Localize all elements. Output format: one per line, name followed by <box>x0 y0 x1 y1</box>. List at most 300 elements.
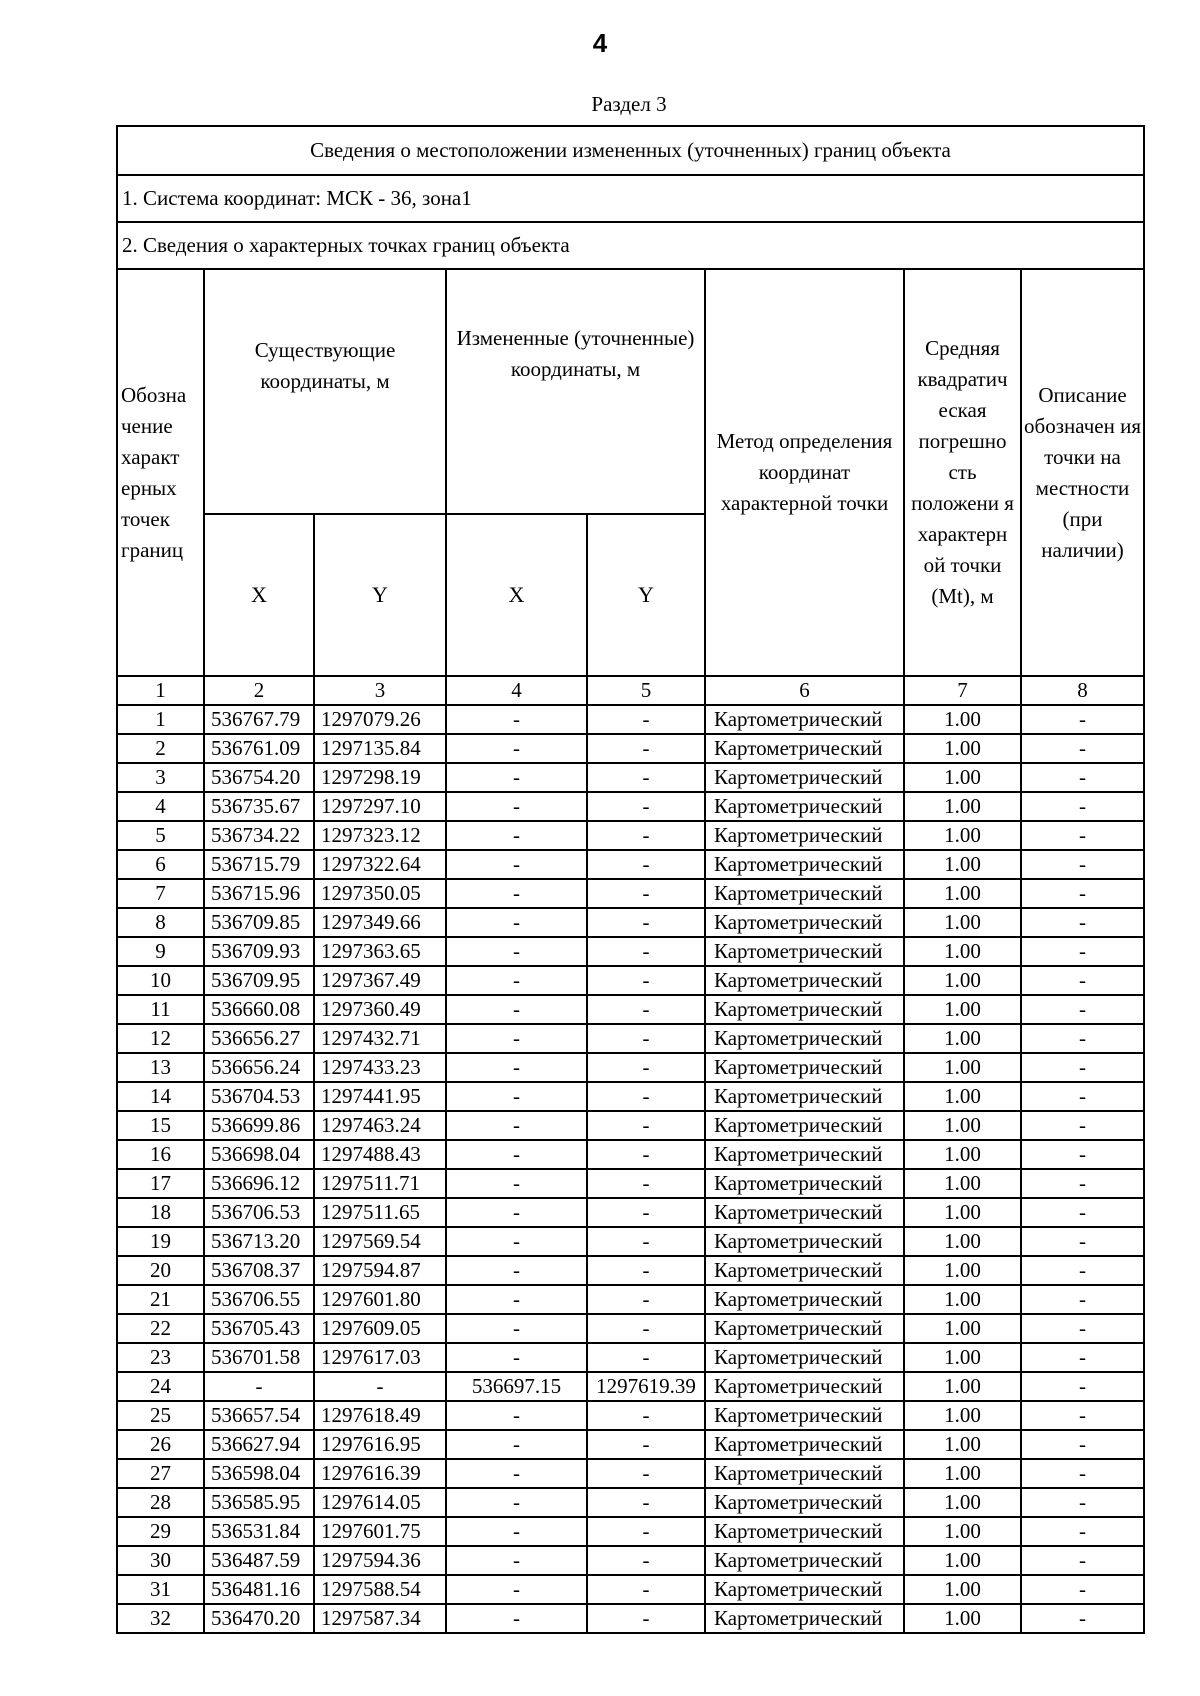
table-row <box>117 1227 1144 1256</box>
cell-point-number: 24 <box>117 1372 204 1401</box>
cell-existing-y: 1297079.26 <box>314 705 446 734</box>
table-row <box>117 1546 1144 1575</box>
table-row <box>117 1488 1144 1517</box>
cell-description: - <box>1021 821 1144 850</box>
cell-existing-y: 1297441.95 <box>314 1082 446 1111</box>
cell-changed-y: - <box>587 763 705 792</box>
cell-point-number: 7 <box>117 879 204 908</box>
table-row <box>117 1082 1144 1111</box>
table-row <box>117 1256 1144 1285</box>
table-row <box>117 966 1144 995</box>
cell-error-mt: 1.00 <box>904 1227 1021 1256</box>
cell-method: Картометрический <box>705 1053 904 1082</box>
cell-method: Картометрический <box>705 1256 904 1285</box>
cell-existing-x: 536713.20 <box>204 1227 314 1256</box>
cell-error-mt: 1.00 <box>904 1488 1021 1517</box>
cell-changed-x: - <box>446 1575 587 1604</box>
cell-changed-y: - <box>587 850 705 879</box>
table-row <box>117 1517 1144 1546</box>
cell-error-mt: 1.00 <box>904 734 1021 763</box>
cell-description: - <box>1021 966 1144 995</box>
cell-existing-y: 1297511.65 <box>314 1198 446 1227</box>
cell-existing-y: 1297433.23 <box>314 1053 446 1082</box>
cell-changed-y: - <box>587 937 705 966</box>
column-number: 6 <box>705 676 904 705</box>
cell-changed-x: - <box>446 1604 587 1633</box>
cell-existing-x: 536656.24 <box>204 1053 314 1082</box>
cell-changed-x: - <box>446 937 587 966</box>
cell-changed-x: - <box>446 734 587 763</box>
cell-existing-x: 536698.04 <box>204 1140 314 1169</box>
cell-changed-x: - <box>446 792 587 821</box>
cell-point-number: 8 <box>117 908 204 937</box>
header-changed-x: X <box>446 514 587 676</box>
cell-changed-y: - <box>587 1343 705 1372</box>
cell-existing-y: 1297463.24 <box>314 1111 446 1140</box>
cell-method: Картометрический <box>705 1401 904 1430</box>
cell-description: - <box>1021 1430 1144 1459</box>
cell-existing-y: 1297298.19 <box>314 763 446 792</box>
cell-point-number: 26 <box>117 1430 204 1459</box>
cell-point-number: 20 <box>117 1256 204 1285</box>
cell-point-number: 14 <box>117 1082 204 1111</box>
cell-existing-y: 1297609.05 <box>314 1314 446 1343</box>
cell-changed-x: - <box>446 1227 587 1256</box>
cell-error-mt: 1.00 <box>904 1430 1021 1459</box>
cell-point-number: 27 <box>117 1459 204 1488</box>
cell-description: - <box>1021 1459 1144 1488</box>
cell-point-number: 6 <box>117 850 204 879</box>
cell-changed-y: - <box>587 1314 705 1343</box>
header-existing-x: X <box>204 514 314 676</box>
cell-changed-x: - <box>446 995 587 1024</box>
cell-error-mt: 1.00 <box>904 1111 1021 1140</box>
cell-changed-y: - <box>587 1488 705 1517</box>
table-row <box>117 1343 1144 1372</box>
cell-changed-y: - <box>587 1575 705 1604</box>
cell-changed-x: - <box>446 1546 587 1575</box>
cell-existing-y: - <box>314 1372 446 1401</box>
column-number: 2 <box>204 676 314 705</box>
table-row <box>117 1604 1144 1633</box>
column-number: 5 <box>587 676 705 705</box>
cell-changed-x: - <box>446 1459 587 1488</box>
cell-error-mt: 1.00 <box>904 1546 1021 1575</box>
cell-point-number: 13 <box>117 1053 204 1082</box>
cell-changed-x: - <box>446 1517 587 1546</box>
cell-method: Картометрический <box>705 734 904 763</box>
header-changed-y: Y <box>587 514 705 676</box>
cell-changed-y: - <box>587 1169 705 1198</box>
cell-changed-y: - <box>587 966 705 995</box>
cell-description: - <box>1021 1082 1144 1111</box>
section-title: Раздел 3 <box>591 92 667 116</box>
cell-existing-x: 536767.79 <box>204 705 314 734</box>
cell-existing-x: 536660.08 <box>204 995 314 1024</box>
cell-existing-x: 536627.94 <box>204 1430 314 1459</box>
boundary-points-table <box>116 125 1145 1634</box>
cell-point-number: 19 <box>117 1227 204 1256</box>
cell-existing-y: 1297349.66 <box>314 908 446 937</box>
cell-existing-y: 1297587.34 <box>314 1604 446 1633</box>
cell-changed-x: - <box>446 1488 587 1517</box>
cell-error-mt: 1.00 <box>904 1053 1021 1082</box>
cell-point-number: 12 <box>117 1024 204 1053</box>
cell-method: Картометрический <box>705 1314 904 1343</box>
cell-point-number: 3 <box>117 763 204 792</box>
coordinate-system: 1. Система координат: МСК - 36, зона1 <box>117 175 1144 222</box>
cell-changed-y: - <box>587 1198 705 1227</box>
cell-method: Картометрический <box>705 1488 904 1517</box>
table-row <box>117 1459 1144 1488</box>
cell-existing-x: 536704.53 <box>204 1082 314 1111</box>
cell-method: Картометрический <box>705 1082 904 1111</box>
cell-point-number: 10 <box>117 966 204 995</box>
cell-description: - <box>1021 1285 1144 1314</box>
cell-method: Картометрический <box>705 1430 904 1459</box>
table-row <box>117 734 1144 763</box>
cell-error-mt: 1.00 <box>904 1401 1021 1430</box>
cell-point-number: 18 <box>117 1198 204 1227</box>
table-row <box>117 1372 1144 1401</box>
cell-point-number: 4 <box>117 792 204 821</box>
cell-error-mt: 1.00 <box>904 908 1021 937</box>
cell-changed-y: - <box>587 1053 705 1082</box>
cell-changed-y: - <box>587 1459 705 1488</box>
cell-existing-y: 1297367.49 <box>314 966 446 995</box>
cell-error-mt: 1.00 <box>904 1372 1021 1401</box>
header-point-designation: Обозна чение характ ерных точек границ <box>117 269 204 676</box>
cell-existing-x: - <box>204 1372 314 1401</box>
cell-changed-x: - <box>446 1430 587 1459</box>
points-section-title: 2. Сведения о характерных точках границ объекта <box>117 222 1144 269</box>
cell-existing-y: 1297135.84 <box>314 734 446 763</box>
table-row <box>117 1314 1144 1343</box>
cell-existing-x: 536657.54 <box>204 1401 314 1430</box>
cell-changed-x: - <box>446 1024 587 1053</box>
cell-changed-x: - <box>446 1401 587 1430</box>
table-row <box>117 1430 1144 1459</box>
header-method: Метод определения координат характерной точки <box>705 269 904 676</box>
cell-method: Картометрический <box>705 705 904 734</box>
cell-description: - <box>1021 705 1144 734</box>
cell-changed-x: - <box>446 908 587 937</box>
cell-error-mt: 1.00 <box>904 1140 1021 1169</box>
cell-description: - <box>1021 734 1144 763</box>
cell-point-number: 28 <box>117 1488 204 1517</box>
table-row <box>117 1198 1144 1227</box>
page-number: 4 <box>592 28 608 58</box>
cell-description: - <box>1021 1111 1144 1140</box>
cell-existing-x: 536734.22 <box>204 821 314 850</box>
cell-error-mt: 1.00 <box>904 792 1021 821</box>
cell-changed-x: - <box>446 1285 587 1314</box>
table-row <box>117 908 1144 937</box>
column-number: 4 <box>446 676 587 705</box>
cell-error-mt: 1.00 <box>904 821 1021 850</box>
cell-changed-y: - <box>587 1430 705 1459</box>
cell-existing-y: 1297297.10 <box>314 792 446 821</box>
cell-point-number: 23 <box>117 1343 204 1372</box>
cell-method: Картометрический <box>705 1111 904 1140</box>
cell-description: - <box>1021 908 1144 937</box>
cell-existing-y: 1297594.87 <box>314 1256 446 1285</box>
cell-method: Картометрический <box>705 1285 904 1314</box>
cell-method: Картометрический <box>705 763 904 792</box>
cell-error-mt: 1.00 <box>904 1459 1021 1488</box>
column-numbers-row <box>117 676 1144 705</box>
cell-changed-y: - <box>587 908 705 937</box>
cell-changed-x: - <box>446 1343 587 1372</box>
cell-changed-y: - <box>587 734 705 763</box>
cell-error-mt: 1.00 <box>904 850 1021 879</box>
cell-existing-y: 1297488.43 <box>314 1140 446 1169</box>
cell-description: - <box>1021 1024 1144 1053</box>
cell-error-mt: 1.00 <box>904 763 1021 792</box>
table-row <box>117 792 1144 821</box>
cell-description: - <box>1021 1343 1144 1372</box>
cell-point-number: 16 <box>117 1140 204 1169</box>
table-row <box>117 1575 1144 1604</box>
cell-error-mt: 1.00 <box>904 1575 1021 1604</box>
cell-changed-y: - <box>587 1546 705 1575</box>
cell-existing-y: 1297569.54 <box>314 1227 446 1256</box>
cell-changed-y: - <box>587 995 705 1024</box>
cell-changed-y: - <box>587 1604 705 1633</box>
cell-description: - <box>1021 1198 1144 1227</box>
column-number: 8 <box>1021 676 1144 705</box>
cell-changed-y: - <box>587 1256 705 1285</box>
cell-changed-x: - <box>446 1111 587 1140</box>
cell-existing-x: 536761.09 <box>204 734 314 763</box>
cell-changed-x: - <box>446 966 587 995</box>
cell-description: - <box>1021 1256 1144 1285</box>
cell-existing-x: 536705.43 <box>204 1314 314 1343</box>
cell-existing-x: 536696.12 <box>204 1169 314 1198</box>
cell-changed-x: - <box>446 1314 587 1343</box>
cell-method: Картометрический <box>705 879 904 908</box>
table-row <box>117 763 1144 792</box>
cell-error-mt: 1.00 <box>904 1604 1021 1633</box>
cell-error-mt: 1.00 <box>904 879 1021 908</box>
cell-changed-y: 1297619.39 <box>587 1372 705 1401</box>
cell-existing-y: 1297614.05 <box>314 1488 446 1517</box>
cell-error-mt: 1.00 <box>904 705 1021 734</box>
cell-description: - <box>1021 1314 1144 1343</box>
cell-changed-y: - <box>587 879 705 908</box>
cell-error-mt: 1.00 <box>904 1198 1021 1227</box>
cell-point-number: 17 <box>117 1169 204 1198</box>
cell-changed-y: - <box>587 705 705 734</box>
cell-description: - <box>1021 937 1144 966</box>
cell-point-number: 15 <box>117 1111 204 1140</box>
cell-error-mt: 1.00 <box>904 1517 1021 1546</box>
cell-error-mt: 1.00 <box>904 1024 1021 1053</box>
cell-changed-y: - <box>587 1517 705 1546</box>
cell-changed-y: - <box>587 792 705 821</box>
cell-existing-y: 1297363.65 <box>314 937 446 966</box>
cell-existing-x: 536656.27 <box>204 1024 314 1053</box>
cell-error-mt: 1.00 <box>904 1256 1021 1285</box>
cell-existing-x: 536585.95 <box>204 1488 314 1517</box>
cell-description: - <box>1021 1546 1144 1575</box>
cell-existing-x: 536487.59 <box>204 1546 314 1575</box>
cell-changed-y: - <box>587 1401 705 1430</box>
cell-changed-y: - <box>587 1140 705 1169</box>
cell-description: - <box>1021 995 1144 1024</box>
header-existing-coords: Существующие координаты, м <box>204 269 446 514</box>
cell-existing-y: 1297432.71 <box>314 1024 446 1053</box>
cell-method: Картометрический <box>705 1227 904 1256</box>
cell-description: - <box>1021 763 1144 792</box>
table-row <box>117 1024 1144 1053</box>
cell-point-number: 25 <box>117 1401 204 1430</box>
cell-description: - <box>1021 792 1144 821</box>
cell-error-mt: 1.00 <box>904 1082 1021 1111</box>
cell-method: Картометрический <box>705 1169 904 1198</box>
cell-changed-y: - <box>587 1285 705 1314</box>
cell-description: - <box>1021 1575 1144 1604</box>
cell-existing-x: 536531.84 <box>204 1517 314 1546</box>
cell-changed-x: - <box>446 705 587 734</box>
cell-point-number: 2 <box>117 734 204 763</box>
cell-method: Картометрический <box>705 821 904 850</box>
cell-changed-x: - <box>446 763 587 792</box>
cell-description: - <box>1021 850 1144 879</box>
cell-existing-x: 536754.20 <box>204 763 314 792</box>
cell-changed-x: - <box>446 821 587 850</box>
cell-description: - <box>1021 1604 1144 1633</box>
cell-existing-y: 1297616.95 <box>314 1430 446 1459</box>
cell-point-number: 30 <box>117 1546 204 1575</box>
cell-existing-x: 536708.37 <box>204 1256 314 1285</box>
cell-point-number: 11 <box>117 995 204 1024</box>
cell-existing-y: 1297616.39 <box>314 1459 446 1488</box>
cell-existing-x: 536699.86 <box>204 1111 314 1140</box>
cell-method: Картометрический <box>705 1604 904 1633</box>
cell-existing-y: 1297511.71 <box>314 1169 446 1198</box>
cell-point-number: 21 <box>117 1285 204 1314</box>
table-row <box>117 1140 1144 1169</box>
cell-method: Картометрический <box>705 792 904 821</box>
cell-method: Картометрический <box>705 937 904 966</box>
cell-existing-x: 536715.96 <box>204 879 314 908</box>
cell-description: - <box>1021 1140 1144 1169</box>
cell-existing-y: 1297322.64 <box>314 850 446 879</box>
cell-existing-x: 536709.85 <box>204 908 314 937</box>
header-existing-y: Y <box>314 514 446 676</box>
cell-method: Картометрический <box>705 1198 904 1227</box>
table-title: Сведения о местоположении измененных (уточненных) границ объекта <box>117 126 1144 175</box>
cell-existing-x: 536735.67 <box>204 792 314 821</box>
cell-method: Картометрический <box>705 1575 904 1604</box>
cell-point-number: 32 <box>117 1604 204 1633</box>
cell-method: Картометрический <box>705 908 904 937</box>
cell-error-mt: 1.00 <box>904 1314 1021 1343</box>
cell-existing-x: 536709.93 <box>204 937 314 966</box>
cell-description: - <box>1021 1488 1144 1517</box>
cell-existing-y: 1297360.49 <box>314 995 446 1024</box>
table-row <box>117 1285 1144 1314</box>
column-number: 7 <box>904 676 1021 705</box>
cell-description: - <box>1021 1053 1144 1082</box>
cell-error-mt: 1.00 <box>904 937 1021 966</box>
cell-existing-x: 536481.16 <box>204 1575 314 1604</box>
cell-method: Картометрический <box>705 1372 904 1401</box>
cell-changed-x: - <box>446 1140 587 1169</box>
cell-existing-y: 1297618.49 <box>314 1401 446 1430</box>
table-row <box>117 1169 1144 1198</box>
cell-error-mt: 1.00 <box>904 966 1021 995</box>
cell-existing-y: 1297350.05 <box>314 879 446 908</box>
cell-point-number: 31 <box>117 1575 204 1604</box>
cell-description: - <box>1021 1227 1144 1256</box>
cell-error-mt: 1.00 <box>904 1169 1021 1198</box>
table-row <box>117 1053 1144 1082</box>
cell-error-mt: 1.00 <box>904 1343 1021 1372</box>
header-description: Описание обозначен ия точки на местности (при наличии) <box>1021 269 1144 676</box>
table-row <box>117 1401 1144 1430</box>
column-number: 1 <box>117 676 204 705</box>
cell-point-number: 29 <box>117 1517 204 1546</box>
cell-changed-x: - <box>446 1169 587 1198</box>
cell-changed-x: - <box>446 1053 587 1082</box>
cell-existing-x: 536706.53 <box>204 1198 314 1227</box>
cell-existing-x: 536598.04 <box>204 1459 314 1488</box>
cell-description: - <box>1021 879 1144 908</box>
cell-point-number: 5 <box>117 821 204 850</box>
cell-existing-y: 1297588.54 <box>314 1575 446 1604</box>
cell-description: - <box>1021 1517 1144 1546</box>
table-row <box>117 937 1144 966</box>
cell-point-number: 9 <box>117 937 204 966</box>
cell-point-number: 22 <box>117 1314 204 1343</box>
table-row <box>117 850 1144 879</box>
cell-existing-y: 1297594.36 <box>314 1546 446 1575</box>
header-changed-coords: Измененные (уточненные) координаты, м <box>446 269 705 514</box>
cell-existing-x: 536715.79 <box>204 850 314 879</box>
cell-existing-x: 536470.20 <box>204 1604 314 1633</box>
cell-changed-y: - <box>587 1024 705 1053</box>
cell-changed-y: - <box>587 1227 705 1256</box>
cell-changed-x: - <box>446 850 587 879</box>
cell-existing-y: 1297601.75 <box>314 1517 446 1546</box>
cell-changed-x: - <box>446 1198 587 1227</box>
cell-method: Картометрический <box>705 1024 904 1053</box>
cell-existing-y: 1297323.12 <box>314 821 446 850</box>
cell-method: Картометрический <box>705 1546 904 1575</box>
table-row <box>117 821 1144 850</box>
cell-existing-y: 1297601.80 <box>314 1285 446 1314</box>
cell-existing-x: 536706.55 <box>204 1285 314 1314</box>
cell-error-mt: 1.00 <box>904 1285 1021 1314</box>
table-row <box>117 879 1144 908</box>
cell-method: Картометрический <box>705 1459 904 1488</box>
cell-existing-y: 1297617.03 <box>314 1343 446 1372</box>
cell-changed-x: - <box>446 1256 587 1285</box>
cell-method: Картометрический <box>705 995 904 1024</box>
cell-method: Картометрический <box>705 1343 904 1372</box>
column-number: 3 <box>314 676 446 705</box>
table-row <box>117 995 1144 1024</box>
cell-changed-y: - <box>587 821 705 850</box>
cell-description: - <box>1021 1372 1144 1401</box>
header-error: Средняя квадратич еская погрешно сть положени я характерн ой точки (Mt), м <box>904 269 1021 676</box>
cell-method: Картометрический <box>705 1517 904 1546</box>
cell-method: Картометрический <box>705 966 904 995</box>
cell-changed-y: - <box>587 1111 705 1140</box>
cell-method: Картометрический <box>705 1140 904 1169</box>
